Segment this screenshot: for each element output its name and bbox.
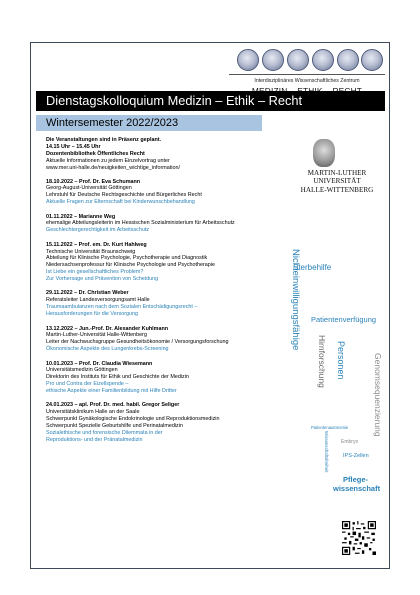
event-affiliation: Georg-August-Universität Göttingen — [46, 185, 132, 192]
event-affiliation: Leiter der Nachwuchsgruppe Gesundheitsökonomie / Versorgungsforschung — [46, 339, 229, 346]
intro-block — [46, 137, 276, 172]
event-topic: Zur Vorhersage und Prävention von Scheidung — [46, 276, 159, 283]
event-affiliation: Referatsleiter Landesversorgungsamt Halle — [46, 297, 150, 304]
event-date-speaker: 10.01.2023 – Prof. Dr. Claudia Wiesemann — [46, 360, 153, 367]
cloud-word: Patientenverfügung — [311, 315, 377, 324]
event-date-speaker: 13.12.2022 – Jun.-Prof. Dr. Alexander Kuhlmann — [46, 325, 169, 332]
cloud-word: Embryo — [341, 439, 359, 445]
event-item — [46, 402, 276, 443]
cloud-word: IPS-Zellen — [343, 453, 369, 459]
event-topic: Sozialethische und forensische Dilemmata in der — [46, 430, 163, 437]
event-topic: Traumaambulanzen nach dem Sozialen Entschädigungsrecht – — [46, 304, 198, 311]
event-topic: Herausforderungen für die Versorgung — [46, 311, 138, 318]
intro-line: Die Veranstaltungen sind in Präsenz geplant. — [46, 137, 162, 143]
poster — [30, 42, 390, 569]
event-affiliation: Technische Universität Braunschweig — [46, 248, 136, 255]
event-date-speaker: 15.11.2022 – Prof. em. Dr. Kurt Hahlweg — [46, 241, 147, 248]
event-topic: ethische Aspekte einer Familienbildung mit Hilfe Dritter — [46, 388, 177, 395]
qr-code-icon — [342, 521, 376, 555]
event-topic: Aktuelle Fragen zur Elternschaft bei Kinderwunschbehandlung — [46, 199, 195, 206]
semester-bar: Wintersemester 2022/2023 — [36, 115, 262, 131]
event-date-speaker: 29.11.2022 – Dr. Christian Weber — [46, 290, 129, 297]
seal-icon — [237, 49, 259, 71]
event-item — [46, 242, 276, 283]
university-line: HALLE-WITTENBERG — [300, 185, 374, 194]
university-seal-icon — [313, 139, 335, 167]
seal-icon — [287, 49, 309, 71]
event-affiliation: Universitätsklinikum Halle an der Saale — [46, 409, 140, 416]
cloud-word: Hirnforschung — [317, 335, 327, 388]
event-affiliation: Niedersachsenprofessur für Klinische Psychologie und Psychotherapie — [46, 262, 215, 269]
cloud-word: Sterbehilfe — [293, 263, 332, 272]
seal-icon — [312, 49, 334, 71]
university-line: UNIVERSITÄT — [313, 177, 361, 186]
event-affiliation: ehemalige Abteilungsleiterin im Hessischen Sozialministerium für Arbeitsschutz — [46, 220, 235, 227]
event-item — [46, 179, 276, 207]
page-title: Dienstagskolloquium Medizin – Ethik – Recht — [36, 91, 385, 111]
event-topic: Geschlechtergerechtigkeit im Arbeitsschutz — [46, 227, 150, 234]
event-item — [46, 326, 276, 354]
event-affiliation: Lehrstuhl für Deutsche Rechtsgeschichte und Bürgerliches Recht — [46, 192, 202, 199]
intro-location: Dozentenbibliothek Öffentliches Recht — [46, 150, 145, 157]
cloud-word: Wissenschaftsfreiheit — [324, 431, 329, 473]
seal-icon — [262, 49, 284, 71]
cloud-word: Nichteinwilligungsfähige — [290, 249, 301, 351]
cloud-word: Personen — [336, 341, 346, 380]
institution-subtitle: Interdisziplinäres Wissenschaftliches Zentrum — [254, 78, 360, 84]
university-line: MARTIN-LUTHER — [307, 169, 367, 177]
cloud-word: Patientenautonomie — [311, 425, 349, 430]
event-topic: Ist Liebe ein gesellschaftliches Problem? — [46, 269, 144, 276]
event-date-speaker: 18.10.2022 – Prof. Dr. Eva Schumann — [46, 178, 141, 185]
seal-icon — [361, 49, 383, 71]
event-affiliation: Schwerpunkt Spezielle Geburtshilfe und Perinatalmedizin — [46, 423, 183, 430]
cloud-word: Pflege- — [343, 475, 369, 484]
word-cloud — [275, 249, 387, 513]
event-date-speaker: 01.11.2022 – Marianne Weg — [46, 213, 116, 220]
event-affiliation: Direktorin des Instituts für Ethik und Geschichte der Medizin — [46, 374, 189, 381]
event-affiliation: Martin-Luther-Universität Halle-Wittenberg — [46, 332, 147, 339]
institution-logo — [229, 49, 385, 85]
event-affiliation: Universitätsmedizin Göttingen — [46, 367, 118, 374]
event-item — [46, 361, 276, 396]
logo-divider — [229, 74, 385, 75]
intro-line: Aktuelle Informationen zu jedem Einzelvortrag unter — [46, 157, 170, 164]
intro-time: 14.15 Uhr – 15.45 Uhr — [46, 143, 101, 150]
event-topic: Reproduktions- und der Pränatalmedizin — [46, 436, 143, 443]
event-date-speaker: 24.01.2023 – apl. Prof. Dr. med. habil. Gregor Seliger — [46, 402, 180, 409]
seal-icon — [337, 49, 359, 71]
event-item — [46, 290, 276, 318]
event-topic: Pro und Contra der Eizellspende – — [46, 381, 129, 388]
event-affiliation: Abteilung für Klinische Psychologie, Psychotherapie und Diagnostik — [46, 255, 208, 262]
event-topic: Ökonomische Aspekte des Lungenkrebs-Screening — [46, 346, 169, 353]
event-affiliation: Schwerpunkt Gynäkologische Endokrinologie und Reproduktionsmedizin — [46, 416, 220, 423]
event-item — [46, 214, 276, 235]
event-list — [46, 137, 276, 451]
intro-link[interactable]: www.mer.uni-halle.de/neuigkeiten_wichtige_information/ — [46, 164, 180, 171]
university-name — [287, 169, 387, 194]
cloud-word: wissenschaft — [333, 484, 381, 493]
cloud-word: Genomsequenzierung — [373, 353, 383, 437]
